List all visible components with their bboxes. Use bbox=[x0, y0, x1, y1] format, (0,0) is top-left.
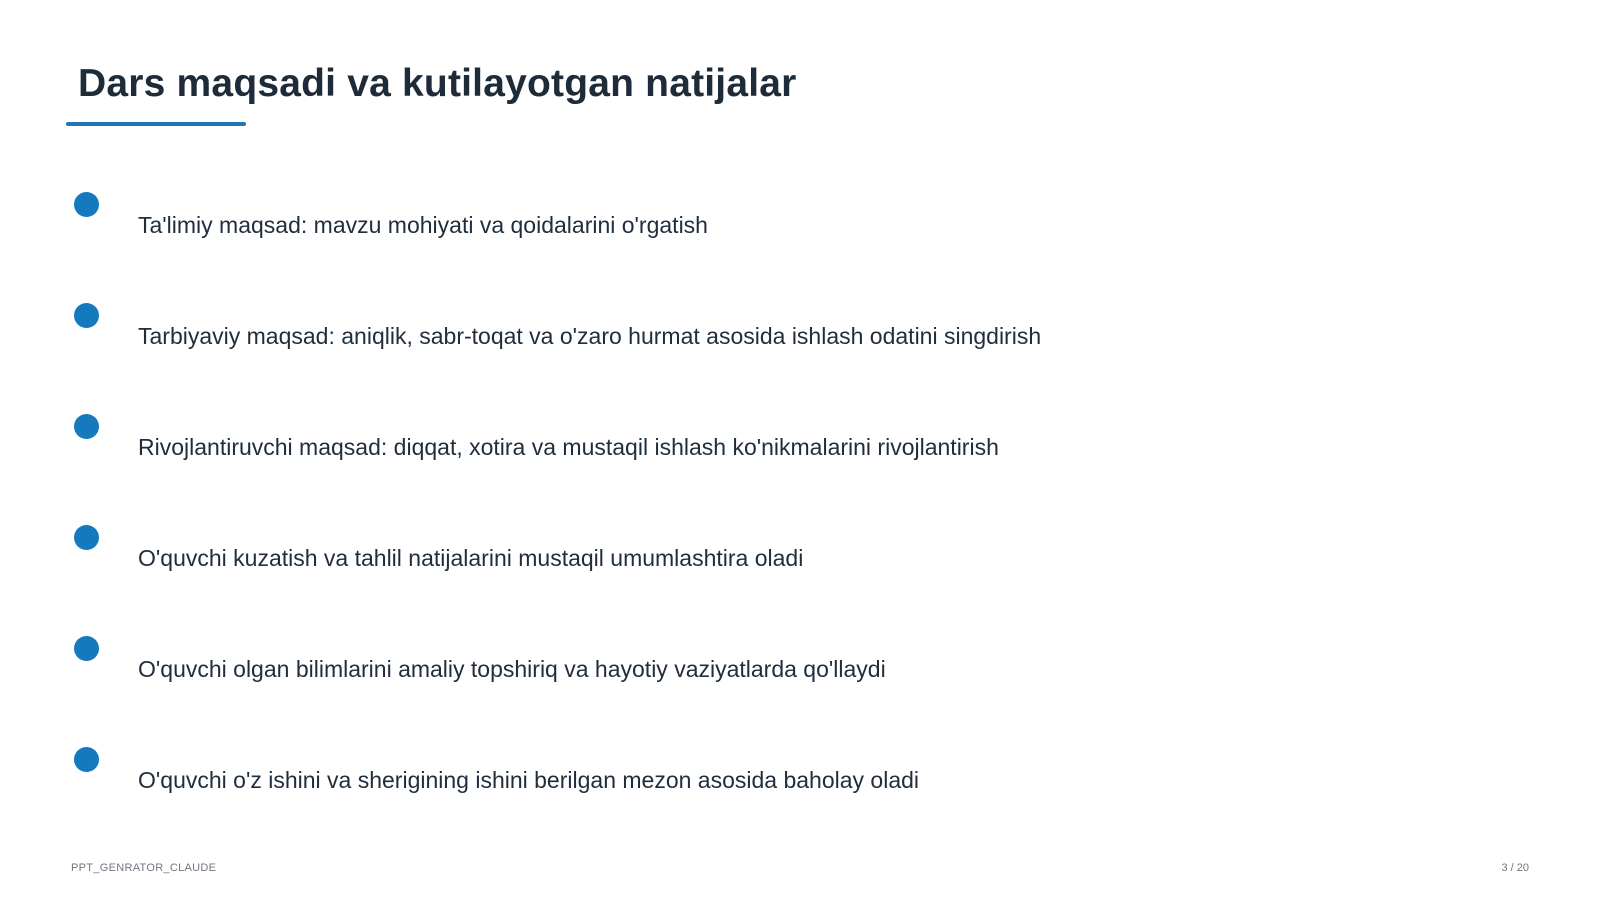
bullet-text: O'quvchi olgan bilimlarini amaliy topshiriq va hayotiy vaziyatlarda qo'llaydi bbox=[138, 656, 886, 682]
slide-title: Dars maqsadi va kutilayotgan natijalar bbox=[78, 62, 797, 105]
list-item bbox=[0, 303, 1400, 363]
list-item bbox=[0, 525, 1400, 585]
bullet-dot-icon bbox=[74, 192, 99, 217]
page-number: 3 / 20 bbox=[1501, 862, 1529, 874]
title-underline bbox=[66, 122, 246, 126]
bullet-dot-icon bbox=[74, 636, 99, 661]
bullet-text: Tarbiyaviy maqsad: aniqlik, sabr-toqat va o'zaro hurmat asosida ishlash odatini singdirish bbox=[138, 323, 1042, 349]
bullet-text: O'quvchi kuzatish va tahlil natijalarini mustaqil umumlashtira oladi bbox=[138, 545, 804, 571]
list-item bbox=[0, 636, 1400, 696]
list-item bbox=[0, 192, 1400, 252]
bullet-dot-icon bbox=[74, 414, 99, 439]
list-item bbox=[0, 414, 1400, 474]
bullet-text: Ta'limiy maqsad: mavzu mohiyati va qoidalarini o'rgatish bbox=[138, 212, 708, 238]
footer-source: PPT_GENRATOR_CLAUDE bbox=[71, 862, 217, 874]
bullet-text: Rivojlantiruvchi maqsad: diqqat, xotira va mustaqil ishlash ko'nikmalarini rivojlantirish bbox=[138, 434, 999, 460]
list-item bbox=[0, 747, 1400, 807]
bullet-dot-icon bbox=[74, 747, 99, 772]
bullet-dot-icon bbox=[74, 525, 99, 550]
bullet-dot-icon bbox=[74, 303, 99, 328]
bullet-text: O'quvchi o'z ishini va sherigining ishini berilgan mezon asosida baholay oladi bbox=[138, 767, 920, 793]
